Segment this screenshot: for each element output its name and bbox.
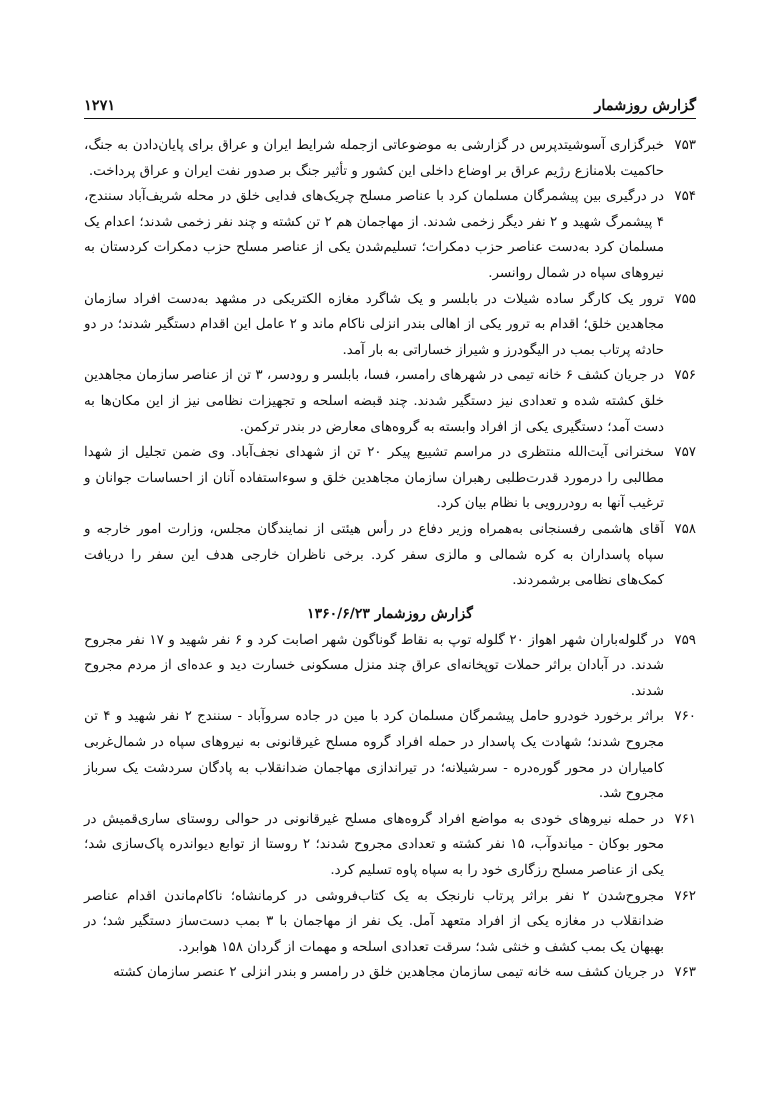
- entry-number: ۷۵۷: [674, 445, 696, 461]
- list-item: [84, 628, 696, 705]
- entry-number: ۷۵۴: [674, 189, 696, 205]
- entry-number: ۷۵۶: [674, 368, 696, 384]
- list-item: [84, 884, 696, 961]
- running-header: [84, 88, 696, 119]
- entry-number: ۷۶۳: [674, 965, 696, 981]
- entry-number: ۷۵۳: [674, 138, 696, 153]
- document-page: [84, 88, 696, 986]
- entry-number: ۷۵۹: [674, 632, 696, 648]
- list-item: [84, 807, 696, 884]
- list-item: [84, 287, 696, 364]
- list-item: [84, 960, 696, 986]
- page-number: ۱۲۷۱: [84, 97, 116, 114]
- list-item: [84, 440, 696, 517]
- list-item: [84, 517, 696, 594]
- entry-number: ۷۵۵: [674, 291, 696, 307]
- section-title: گزارش روزشمار ۱۳۶۰/۶/۲۳: [307, 605, 473, 622]
- entry-number: ۷۶۰: [674, 709, 696, 725]
- entry-text: ترور یک کارگر ساده شیلات در بابلسر و یک شاگرد مغازه الکتریکی در مشهد به‌دست افراد سازمان مجاهدین خلق؛ اقدام به ترور یکی از اهالی بندر انزلی ناکام ماند و ۲ عامل این اقدام دستگیر شدند؛ در دو حادثه پرتاب بمب در الیگودرز و شیراز خساراتی به بار آمد.: [84, 291, 664, 358]
- entry-text: در حمله نیروهای خودی به مواضع افراد گروه‌های مسلح غیرقانونی در حوالی روستای ساری‌قمیش در محور بوکان - میاندوآب، ۱۵ نفر کشته و تعدادی مجروح شدند؛ ۲ روستا از توابع دیواندره پاک‌سازی شد؛ یکی از عناصر مسلح رزگاری خود را به سپاه پاوه تسلیم کرد.: [84, 811, 664, 879]
- list-item: [84, 184, 696, 286]
- entry-number: ۷۶۱: [674, 811, 696, 827]
- list-item: [84, 133, 696, 184]
- entry-number: ۷۵۸: [674, 521, 696, 537]
- entry-number: ۷۶۲: [674, 888, 696, 904]
- entry-text: در گلوله‌باران شهر اهواز ۲۰ گلوله توپ به نقاط گوناگون شهر اصابت کرد و ۶ نفر شهید و ۱۷ نفر مجروح شدند. در آبادان براثر حملات توپخانه‌ای عراق چند منزل مسکونی خسارت دید و عده‌ای از مردم مجروح شدند.: [84, 632, 665, 699]
- entry-text: خبرگزاری آسوشیتدپرس در گزارشی به موضوعاتی ازجمله شرایط ایران و عراق برای پایان‌دادن به جنگ، حاکمیت بلامنازع رژیم عراق بر اوضاع داخلی این کشور و تأثیر جنگ بر صدور نفت ایران و عراق پرداخت.: [84, 138, 664, 179]
- entry-text: در جریان کشف ۶ خانه تیمی در شهرهای رامسر، فسا، بابلسر و رودسر، ۳ تن از عناصر سازمان مجاهدین خلق کشته شده و تعدادی نیز دستگیر شدند. چند قبضه اسلحه و تجهیزات نظامی نیز از این مکان‌ها به دست آمد؛ دستگیری یکی از افراد وابسته به گروه‌های معارض در بندر ترکمن.: [84, 368, 664, 435]
- list-item: [84, 363, 696, 440]
- entry-text: مجروح‌شدن ۲ نفر براثر پرتاب نارنجک به یک کتاب‌فروشی در کرمانشاه؛ ناکام‌ماندن اقدام عناصر ضدانقلاب در مغازه یکی از افراد متعهد آمل. یک نفر از مهاجمان با ۳ بمب دست‌ساز دستگیر شد؛ در بهبهان یک بمب کشف و خنثی شد؛ سرقت تعدادی اسلحه و مهمات از گردان ۱۵۸ هوابرد.: [84, 888, 665, 955]
- entry-text: در جریان کشف سه خانه تیمی سازمان مجاهدین خلق در رامسر و بندر انزلی ۲ عنصر سازمان کشته: [113, 965, 664, 981]
- book-title: گزارش روزشمار: [594, 97, 696, 114]
- entries-list: [84, 133, 696, 986]
- entry-text: براثر برخورد خودرو حامل پیشمرگان مسلمان کرد با مین در جاده سروآباد - سنندج ۲ نفر شهید و ۴ تن مجروح شدند؛ شهادت یک پاسدار در حمله افراد گروه مسلح غیرقانونی به نیروهای سپاه در شمال‌غربی کامیاران در محور گوره‌دره - سرشیلانه؛ در تیراندازی مهاجمان ضدانقلاب به پادگان سردشت یک سرباز مجروح شد.: [84, 709, 664, 802]
- entry-text: آقای هاشمی رفسنجانی به‌همراه وزیر دفاع در رأس هیئتی از نمایندگان مجلس، وزارت امور خارجه و سپاه پاسداران به کره شمالی و مالزی سفر کرد. برخی ناظران خارجی هدف این سفر را دریافت کمک‌های نظامی برشمردند.: [84, 521, 664, 589]
- entry-text: در درگیری بین پیشمرگان مسلمان کرد با عناصر مسلح چریک‌های فدایی خلق در محله شریف‌آباد سنندج، ۴ پیشمرگ شهید و ۲ نفر دیگر زخمی شدند. از مهاجمان هم ۲ تن کشته و چند نفر زخمی شدند؛ اعدام یک مسلمان کرد به‌دست عناصر حزب دمکرات؛ تسلیم‌شدن یکی از عناصر مسلح حزب دمکرات کردستان به نیروهای سپاه در شمال روانسر.: [84, 189, 664, 281]
- entry-text: سخنرانی آیت‌الله منتظری در مراسم تشییع پیکر ۲۰ تن از شهدای نجف‌آباد. وی ضمن تجلیل از شهدا مطالبی را درمورد قدرت‌طلبی رهبران سازمان مجاهدین خلق و سوءاستفاده آنان از احساسات جوانان و ترغیب آنها به رودررویی با نظام بیان کرد.: [84, 445, 664, 512]
- list-item: [84, 704, 696, 806]
